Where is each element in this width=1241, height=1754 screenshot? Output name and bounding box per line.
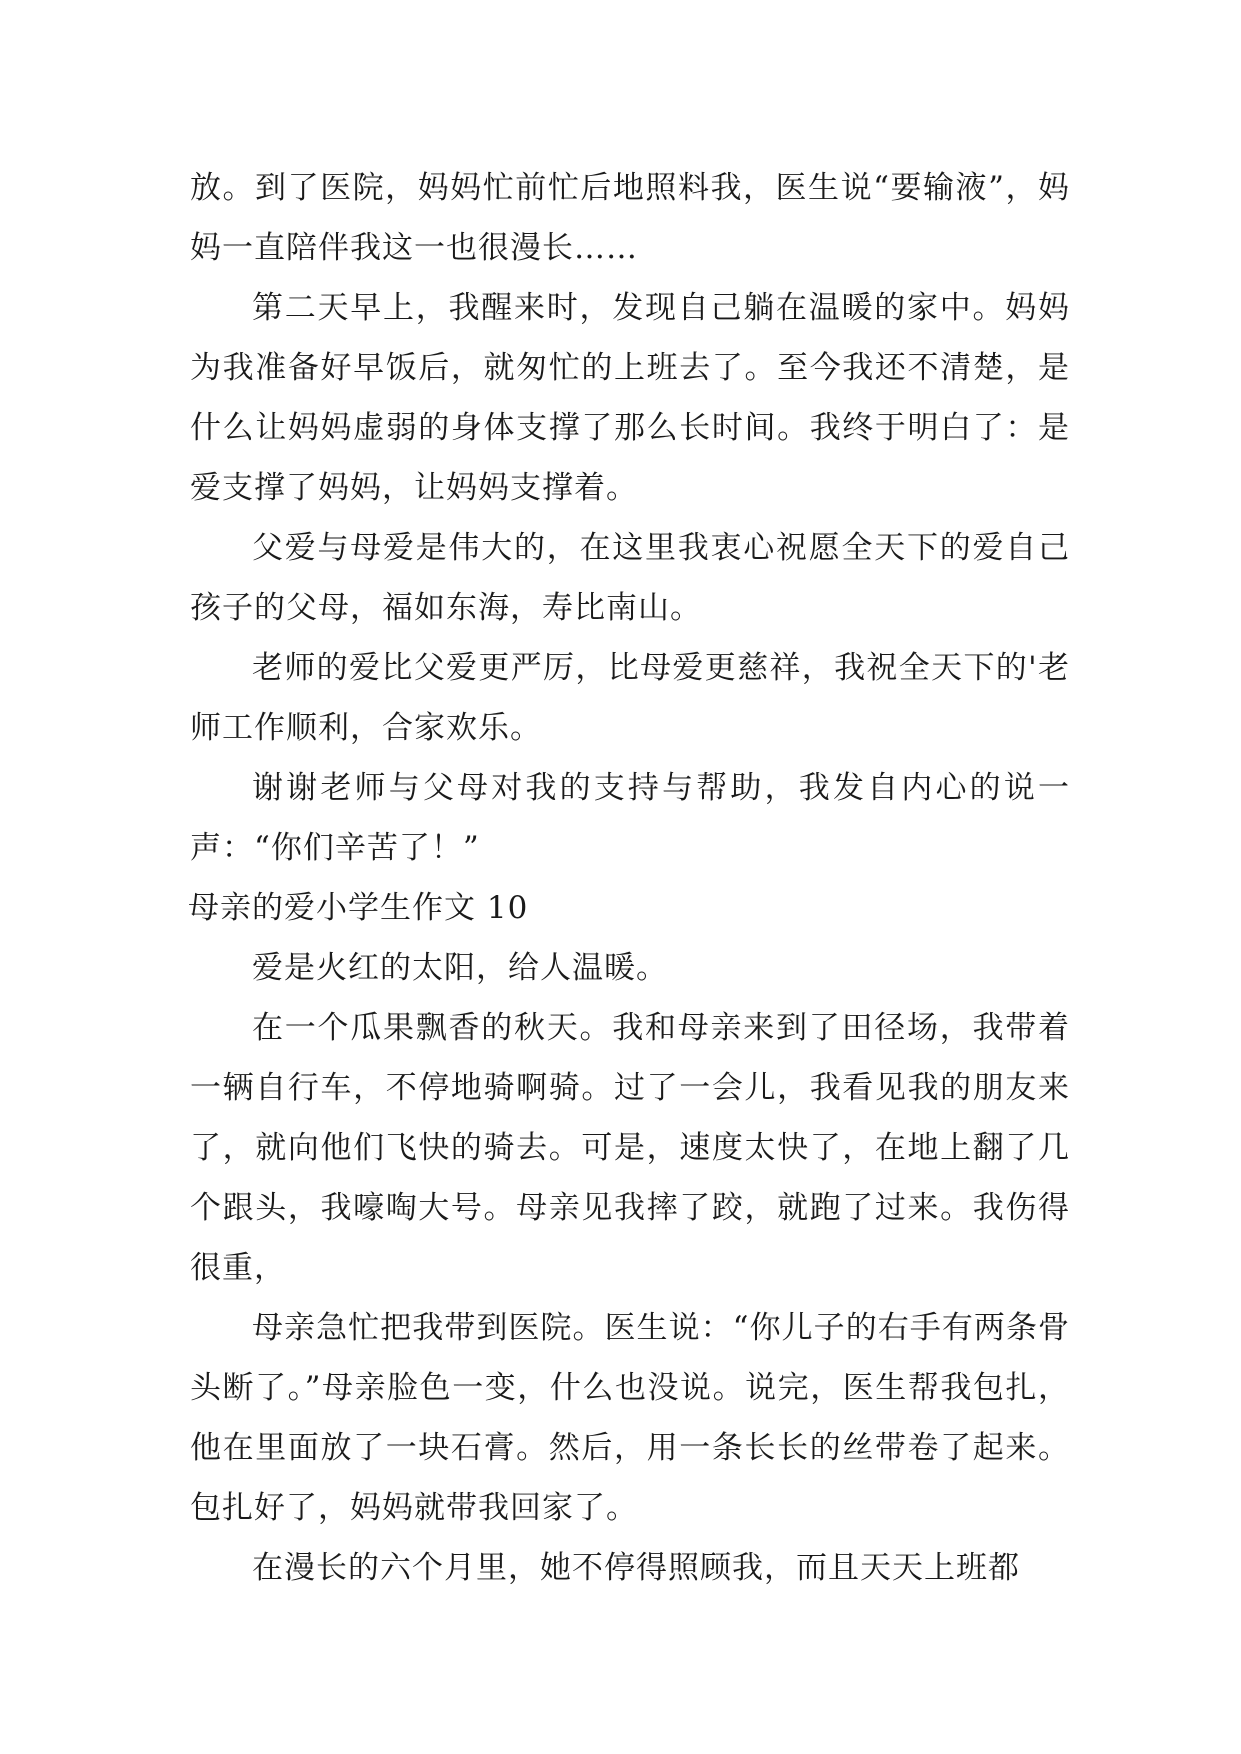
section-heading: 母亲的爱小学生作文 10 (188, 890, 529, 926)
paragraph: 母亲急忙把我带到医院。医生说：“你儿子的右手有两条骨头断了。”母亲脸色一变，什么也没说。说完，医生帮我包扎，他在里面放了一块石膏。然后，用一条长长的丝带卷了起来。包扎好了，妈妈就带我回家了。 (190, 1310, 1070, 1526)
paragraph: 老师的爱比父爱更严厉，比母爱更慈祥，我祝全天下的'老师工作顺利，合家欢乐。 (190, 650, 1070, 746)
paragraph-continuation: 放。到了医院，妈妈忙前忙后地照料我，医生说“要输液”，妈妈一直陪伴我这一也很漫长…… (190, 170, 1070, 266)
paragraph: 谢谢老师与父母对我的支持与帮助，我发自内心的说一声：“你们辛苦了！” (190, 770, 1070, 866)
paragraph: 父爱与母爱是伟大的，在这里我衷心祝愿全天下的爱自己孩子的父母，福如东海，寿比南山。 (190, 530, 1070, 626)
paragraph: 在一个瓜果飘香的秋天。我和母亲来到了田径场，我带着一辆自行车，不停地骑啊骑。过了一会儿，我看见我的朋友来了，就向他们飞快的骑去。可是，速度太快了，在地上翻了几个跟头，我嚎啕大号。母亲见我摔了跤，就跑了过来。我伤得很重， (190, 1010, 1070, 1286)
paragraph: 在漫长的六个月里，她不停得照顾我，而且天天上班都 (252, 1550, 1020, 1586)
paragraph: 第二天早上，我醒来时，发现自己躺在温暖的家中。妈妈为我准备好早饭后，就匆忙的上班去了。至今我还不清楚，是什么让妈妈虚弱的身体支撑了那么长时间。我终于明白了：是爱支撑了妈妈，让妈妈支撑着。 (190, 290, 1070, 506)
document-body (190, 158, 1070, 1598)
paragraph: 爱是火红的太阳，给人温暖。 (252, 950, 668, 986)
